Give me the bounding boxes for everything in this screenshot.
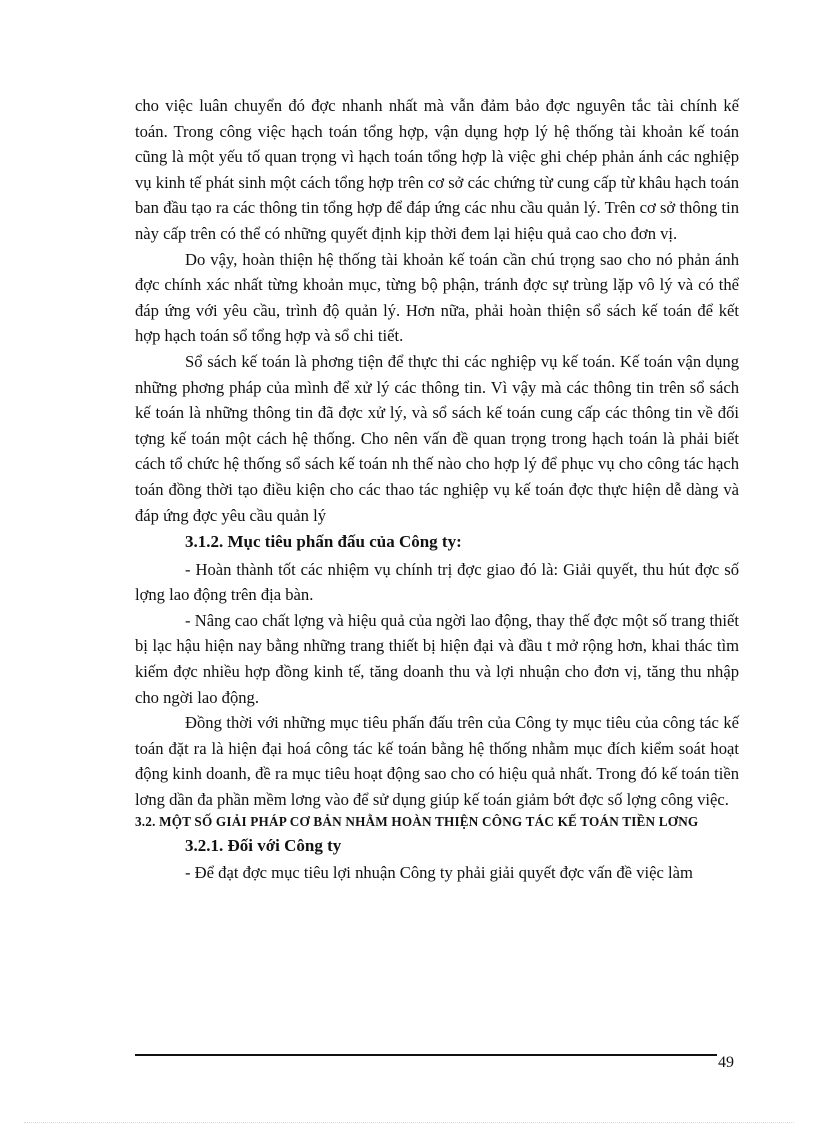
heading-3-1-2: 3.1.2. Mục tiêu phấn đấu của Công ty: <box>185 532 462 552</box>
heading-3-2-1: 3.2.1. Đối với Công ty <box>185 835 342 855</box>
page-content <box>135 93 739 886</box>
paragraph-4: - Hoàn thành tốt các nhiệm vụ chính trị đợc giao đó là: Giải quyết, thu hút đợc số lợng lao động trên địa bàn. <box>135 559 739 605</box>
paragraph-2: Do vậy, hoàn thiện hệ thống tài khoản kế toán cần chú trọng sao cho nó phản ánh đợc chính xác nhất từng khoản mục, từng bộ phận, tránh đợc sự trùng lặp vô lý và có thể đáp ứng với yêu cầu, trình độ quản lý. Hơn nữa, phải hoàn thiện sổ sách kế toán để kết hợp hạch toán sổ tổng hợp và sổ chi tiết. <box>135 249 739 346</box>
paragraph-3: Sổ sách kế toán là phơng tiện để thực thi các nghiệp vụ kế toán. Kế toán vận dụng những phơng pháp của mình để xử lý các thông tin. Vì vậy mà các thông tin trên sổ sách kế toán là những thông tin đã đợc xử lý, và sổ sách kế toán cung cấp các thông tin về đối tợng kế toán một cách hệ thống. Cho nên vấn đề quan trọng trong hạch toán là phải biết cách tổ chức hệ thống sổ sách kế toán nh thế nào cho hợp lý để phục vụ cho công tác hạch toán đồng thời tạo điều kiện cho các thao tác nghiệp vụ kế toán đợc thực hiện dễ dàng và đáp ứng đợc yêu cầu quản lý <box>135 351 739 525</box>
paragraph-6: Đồng thời với những mục tiêu phấn đấu trên của Công ty mục tiêu của công tác kế toán đặt ra là hiện đại hoá công tác kế toán bằng hệ thống nhằm mục đích kiểm soát hoạt động kinh doanh, đề ra mục tiêu hoạt động sao cho có hiệu quả nhất. Trong đó kế toán tiền lơng dần đa phần mềm lơng vào để sử dụng giúp kế toán giảm bớt đợc số lợng công việc. <box>135 713 739 810</box>
paragraph-1: cho việc luân chuyển đó đợc nhanh nhất mà vẫn đảm bảo đợc nguyên tắc tài chính kế toán. Trong công việc hạch toán tổng hợp, vận dụng hợp lý hệ thống tài khoản kế toán cũng là một yếu tố quan trọng vì hạch toán tổng hợp là việc ghi chép phản ánh các nghiệp vụ kinh tế phát sinh một cách tổng hợp trên cơ sở các chứng từ cung cấp từ khâu hạch toán ban đầu tạo ra các thông tin tổng hợp để đáp ứng các nhu cầu quản lý. Trên cơ sở thông tin này cấp trên có thể có những quyết định kịp thời đem lại hiệu quả cao cho đơn vị. <box>135 96 739 243</box>
paragraph-5: - Nâng cao chất lợng và hiệu quả của ngời lao động, thay thế đợc một số trang thiết bị lạc hậu hiện nay bằng những trang thiết bị hiện đại và đầu t mở rộng hơn, khai thác tìm kiếm đợc nhiều hợp đồng kinh tế, tăng doanh thu và lợi nhuận cho đơn vị, tăng thu nhập cho ngời lao động. <box>135 610 739 707</box>
paragraph-7: - Để đạt đợc mục tiêu lợi nhuận Công ty phải giải quyết đợc vấn đề việc làm <box>185 863 693 883</box>
heading-3-2: 3.2. MỘT SỐ GIẢI PHÁP CƠ BẢN NHẰM HOÀN THIỆN CÔNG TÁC KẾ TOÁN TIỀN LƠNG <box>135 813 699 829</box>
page-number: 49 <box>718 1054 734 1071</box>
footer-divider <box>135 1054 717 1056</box>
